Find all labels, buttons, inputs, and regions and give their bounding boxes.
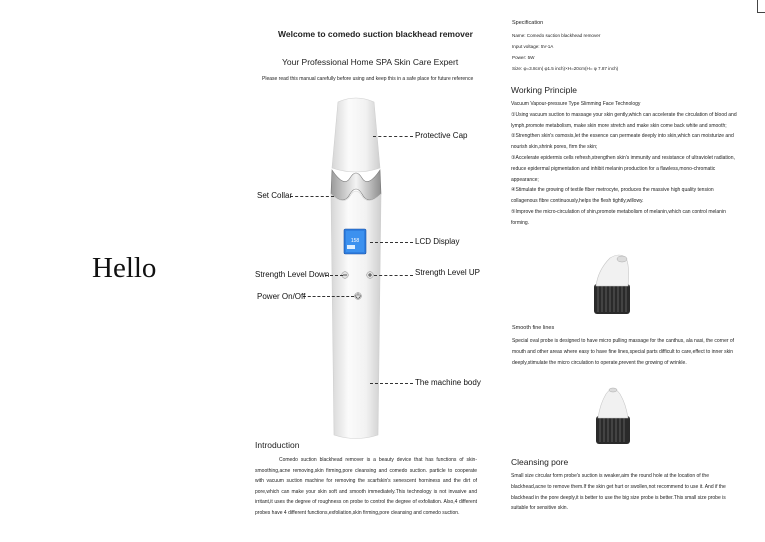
oval-probe-image	[588, 250, 638, 320]
working-principle-text	[511, 99, 741, 229]
lcd-value: 158	[350, 238, 360, 244]
manual-note: Please read this manual carefully before using and keep this in a safe place for future reference	[262, 76, 474, 82]
fine-lines-text: Special oval probe is designed to have micro pulling massage for the canthus, ala nasi, the corner of mouth and other areas where easy to have fine lines,special parts difficult to care,effect to inner skin deeply,stimulate the micro circulation to operate,prevent the growing of wrinkle.	[512, 338, 735, 366]
wp-line: ④Stimulate the growing of textile fiber metrocyte, produces the massive high quality tension collagenous fibre continuously,helps the flesh tightly,willowy.	[511, 187, 714, 205]
spec-size: Size: φ=3.8cm( φ1.5 inch)×H=20cm(H= φ 7.87 inch)	[512, 66, 619, 71]
specification-heading: Specification	[512, 20, 544, 26]
protective-cap	[332, 98, 380, 172]
label-power: Power On/Off	[257, 292, 306, 301]
label-machine-body: The machine body	[415, 378, 481, 387]
body-leader	[370, 383, 413, 384]
spec-power: Power: 5W	[512, 55, 535, 60]
wp-line: ③Accelerate epidermis cells refresh,strengthen skin's immunity and resistance of ultraviolet radiation, reduce epidermal pigmentation and inhibit melanin production for a flawless,mono-chromatic appearance;	[511, 154, 735, 183]
spec-name: Name: Comedo suction blackhead remover	[512, 33, 601, 38]
up-leader	[374, 275, 413, 276]
device-illustration	[300, 90, 410, 440]
wp-line: ①Using vacuum suction to massage your skin gently,which can accelerate the circulation of blood and lymph,promote metabolism, make skin more stretch and make skin come back white and smooth;	[511, 111, 737, 129]
manual-subtitle: Your Professional Home SPA Skin Care Expert	[282, 57, 459, 67]
wp-line: ⑤Improve the micro-circulation of shin,promote metabolism of melanin,which can control melanin forming.	[511, 208, 726, 226]
introduction-text: Comedo suction blackhead remover is a beauty device that has functions of skin-smoothing,acne removing,skin firming,pore cleansing and comedo suction. particle to cooperate with vacuum suction machine for removing the scarfskin's senescent horniness and the dirt of pore,which can make your skin soft and smooth immediately.This technology is not invasive and irritant,it uses the degree of roughness on probe to control the degree of exfoliation. Also,4 different probes have 4 different functions,exfoliation,skin firming,pore cleansing and comedo suction.	[255, 457, 477, 516]
lcd-leader	[370, 242, 413, 243]
power-leader	[303, 296, 354, 297]
spec-input: Input voltage: 5V-1A	[512, 44, 554, 49]
cleansing-pore-heading: Cleansing pore	[511, 457, 569, 467]
cap-leader	[373, 136, 413, 137]
manual-title: Welcome to comedo suction blackhead remover	[278, 29, 473, 39]
wp-line: ②Strengthen skin's osmosis,let the essence can permeate deeply into skin,which can moisturize and nourish skin,shrink pores, firm the skin;	[511, 133, 734, 151]
round-probe-image	[590, 382, 636, 448]
label-strength-up: Strength Level UP	[415, 268, 480, 277]
cleansing-pore-text: Small size circular form probe's suction is weaker,aim the round hole at the location of the blackhead,acne to remove them.If the skin get hurt or swollen,not recommend to use it. And if the blackhead in the pore deeply,it is better to use the big size probe is better.This small size probe is suitable for sensitive skin.	[511, 473, 726, 512]
label-lcd-display: LCD Display	[415, 237, 460, 246]
machine-body	[331, 191, 381, 439]
label-strength-down: Strength Level Down	[255, 270, 330, 279]
hello-text: Hello	[92, 252, 157, 284]
working-principle-heading: Working Principle	[511, 85, 577, 95]
label-set-collar: Set Collar	[257, 191, 293, 200]
introduction-heading: Introduction	[255, 440, 300, 450]
page-corner-mark	[757, 0, 765, 13]
wp-line: Vacuum Vapour-pressure Type Slimming Face Technology	[511, 101, 641, 107]
fine-lines-heading: Smooth fine lines	[512, 325, 555, 331]
collar-leader	[290, 196, 334, 197]
label-protective-cap: Protective Cap	[415, 131, 468, 140]
